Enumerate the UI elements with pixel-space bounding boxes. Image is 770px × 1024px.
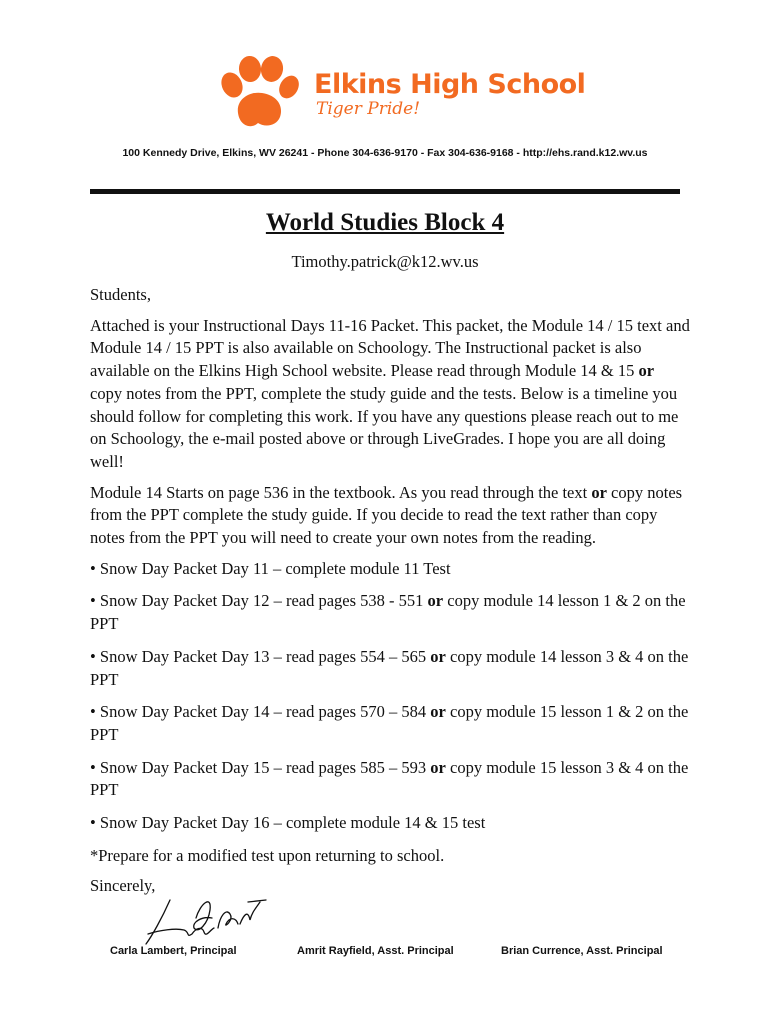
document-title: World Studies Block 4 (265, 209, 505, 236)
letter-body (90, 284, 690, 906)
module-paragraph: Module 14 Starts on page 536 in the textbook. As you read through the text or copy notes from the PPT complete the study guide. If you decide to read the text rather than copy notes from the PPT you will need to create your own notes from the reading. (90, 482, 683, 548)
school-logo (218, 55, 586, 135)
list-item: • Snow Day Packet Day 13 – read pages 554 – 565 or copy module 14 lesson 3 & 4 on the PPT (90, 646, 689, 689)
intro-paragraph: Attached is your Instructional Days 11-16 Packet. This packet, the Module 14 / 15 text and Module 14 / 15 PPT is also available on Schoology. The Instructional packet is also available on the Elkins High School website. Please read through Module 14 & 15 or copy notes from the PPT, complete the study guide and the tests. Below is a timeline you should follow for completing this work. If you have any questions please reach out to me on Schoology, the e-mail posted above or through LiveGrades. I hope you are all doing well! (90, 315, 690, 471)
greeting: Students, (90, 285, 151, 304)
header-divider (90, 189, 680, 194)
school-name: Elkins High School (314, 69, 586, 100)
school-address: 100 Kennedy Drive, Elkins, WV 26241 - Phone 304-636-9170 - Fax 304-636-9168 - http://ehs.rand.k12.wv.us (122, 147, 648, 159)
list-item: • Snow Day Packet Day 15 – read pages 585 – 593 or copy module 15 lesson 3 & 4 on the PPT (90, 757, 689, 800)
principal-name: Carla Lambert, Principal (110, 945, 237, 957)
tiger-paw-icon (218, 55, 300, 133)
closing: Sincerely, (90, 876, 156, 896)
list-item: • Snow Day Packet Day 12 – read pages 538 - 551 or copy module 14 lesson 1 & 2 on the PPT (90, 591, 686, 634)
list-item: • Snow Day Packet Day 16 – complete module 14 & 15 test (90, 813, 486, 833)
asst-principal-2: Brian Currence, Asst. Principal (501, 945, 663, 957)
list-item: • Snow Day Packet Day 11 – complete module 11 Test (90, 558, 451, 578)
teacher-email: Timothy.patrick@k12.wv.us (291, 252, 479, 271)
letterhead (0, 0, 770, 200)
test-note: *Prepare for a modified test upon returning to school. (90, 845, 445, 865)
list-item: • Snow Day Packet Day 14 – read pages 570 – 584 or copy module 15 lesson 1 & 2 on the PPT (90, 702, 689, 744)
school-tagline: Tiger Pride! (316, 99, 421, 119)
asst-principal-1: Amrit Rayfield, Asst. Principal (297, 945, 454, 957)
signature-image (140, 888, 270, 948)
